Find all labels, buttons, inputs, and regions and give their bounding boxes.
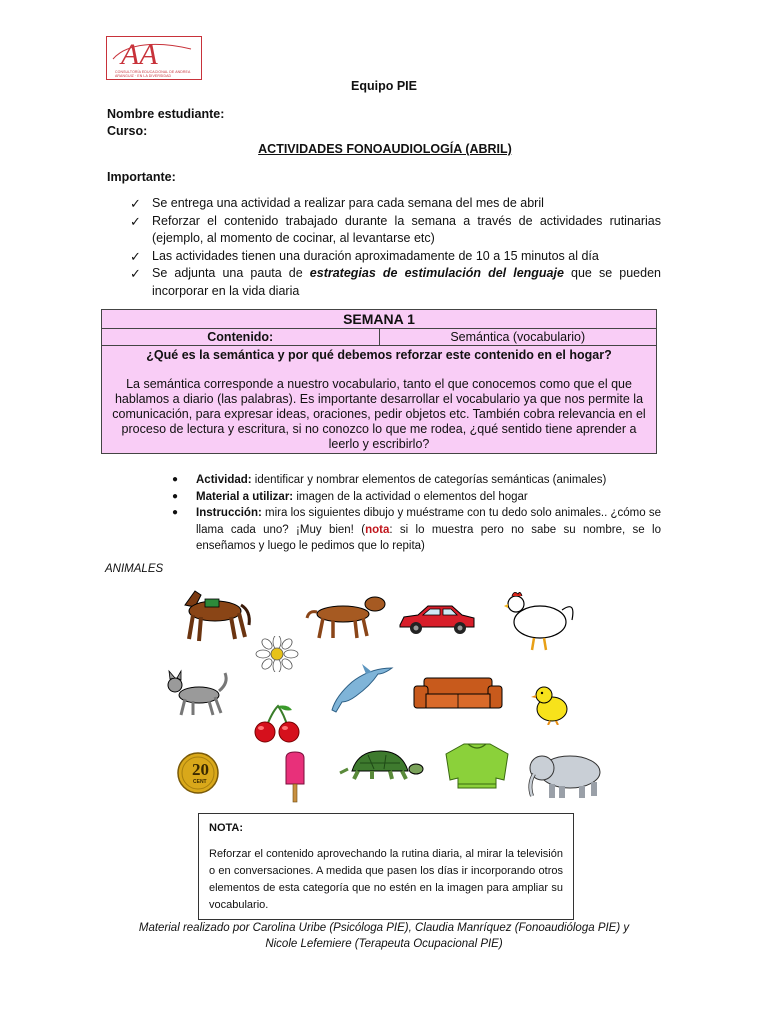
sofa-icon [412,672,504,716]
note-label: NOTA: [209,822,244,834]
important-label: Importante: [107,170,176,184]
hen-icon [502,590,580,652]
horse-icon [165,585,255,645]
cherries-icon [248,702,304,744]
note-text: Reforzar el contenido aprovechando la rutina diaria, al mirar la televisión o en conversaciones. A medida que pasen los días ir incorporando otros elementos de esta categoría que no estén en la imagen para ampliar su vocabulario. [209,848,563,911]
footer [100,920,668,952]
note-box [198,813,574,920]
week-table [101,309,657,454]
elephant-icon [522,750,606,800]
coin-number: 20 [192,760,209,779]
footer-line-1: Material realizado por Carolina Uribe (Psicóloga PIE), Claudia Manríquez (Fonoaudióloga PIE) y [138,922,630,934]
daisy-icon [254,636,300,672]
week-description [102,346,657,454]
week-question: ¿Qué es la semántica y por qué debemos reforzar este contenido en el hogar? [146,348,612,362]
check-icon: ✓ [130,196,141,211]
check-icon: ✓ [130,213,141,229]
list-item: ✓ Reforzar el contenido trabajado durante la semana a través de actividades rutinarias (ejemplo, al momento de cocinar, al levantarse etc) [130,213,661,245]
list-item: ● Actividad: identificar y nombrar elementos de categorías semánticas (animales) [172,472,661,489]
list-item: ● Instrucción: mira los siguientes dibujo y muéstrame con tu dedo solo animales.. ¿cómo se llama cada uno? ¡Muy bien! (nota: si lo muestra pero no sabe su nombre, se lo enseñamos y luego le pedimos que lo repita) [172,507,661,552]
car-icon [396,603,478,637]
important-list [107,195,661,300]
gallery-label: ANIMALES [105,563,164,575]
logo-monogram [107,37,200,69]
bullet-icon: ● [172,490,179,502]
footer-line-2: Nicole Lefemiere (Terapeuta Ocupacional PIE) [265,938,503,950]
logo [106,36,202,80]
content-label: Contenido: [102,329,380,346]
turtle-icon [338,747,424,783]
dog-icon [305,592,390,642]
team-label: Equipo PIE [351,79,417,93]
check-icon: ✓ [130,248,141,264]
week-explanation: La semántica corresponde a nuestro vocabulario, tanto el que conocemos como que el que hablamos a diario (las palabras). Es importante desarrollar el vocabulario ya que nos permite la comunicación, para expresar ideas, oraciones, pedir objetos etc. También cobra relevancia en el proceso de lectura y escritura, si no conozco lo que me rodea, ¿qué sentido tiene aprender a leerlo y escribirlo? [112,377,646,451]
chick-icon [530,683,572,725]
popsicle-icon [282,750,308,804]
coin-icon [172,751,224,795]
sweater-icon [444,740,510,790]
activity-list [172,472,661,555]
check-icon: ✓ [130,266,141,281]
logo-caption: CONSULTORÍA EDUCACIONAL DE ANDREA ARANGUIZ · EN LA DIVERSIDAD [115,70,191,78]
cat-icon [163,669,231,717]
week-title: SEMANA 1 [102,310,657,329]
bullet-icon: ● [172,507,179,518]
list-item: ✓ Se adjunta una pauta de estrategias de estimulación del lenguaje que se pueden incorporar en la vida diaria [130,266,661,298]
bullet-icon: ● [172,474,179,485]
coin-unit: CENT [193,779,207,785]
course-label: Curso: [107,124,148,138]
list-item: ● Material a utilizar: imagen de la actividad o elementos del hogar [172,489,661,506]
page-title: ACTIVIDADES FONOAUDIOLOGÍA (ABRIL) [258,142,512,156]
list-item: ✓ Las actividades tienen una duración aproximadamente de 10 a 15 minutos al día [130,248,599,264]
list-item: ✓ Se entrega una actividad a realizar para cada semana del mes de abril [130,196,544,211]
dolphin-icon [326,660,398,714]
student-name-label: Nombre estudiante: [107,107,225,121]
logo-letters: AA [121,38,158,69]
content-value: Semántica (vocabulario) [379,329,657,346]
